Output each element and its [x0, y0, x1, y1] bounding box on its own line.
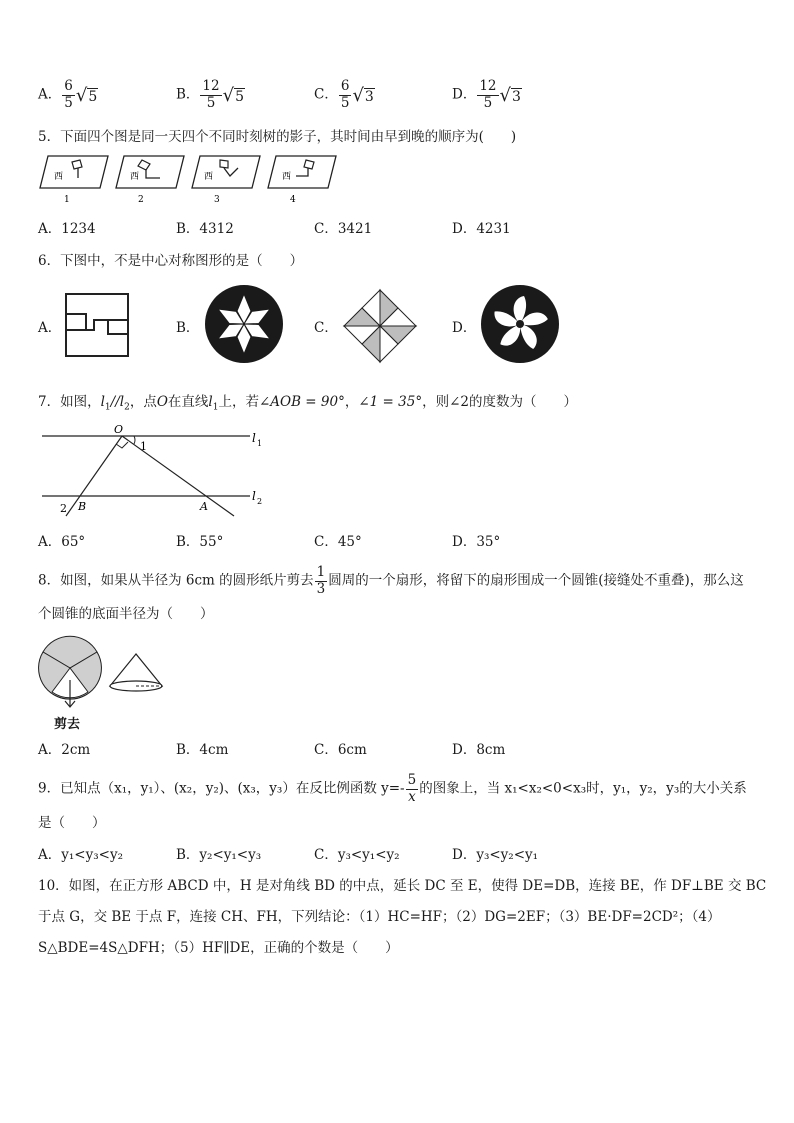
q7-figure: [38, 422, 278, 522]
q9-stem-b: 的图象上，当 x₁<x₂<0<x₃时，y₁，y₂，y₃的大小关系: [419, 780, 747, 797]
q9-stem-a: 9．已知点（x₁，y₁）、(x₂，y₂)、(x₃，y₃）在反比例函数 y=-: [38, 780, 405, 797]
radicand: 3: [512, 88, 521, 105]
q8-stem-a: 8．如图，如果从半径为 6cm 的圆形纸片剪去: [38, 572, 314, 589]
west-label: 西: [54, 172, 64, 182]
label-b: B: [78, 500, 87, 513]
q9-option-c: C．y₃<y₁<y₂: [314, 847, 400, 863]
q7-stem-c: 在直线: [167, 394, 209, 410]
west-label: 西: [130, 172, 140, 182]
q7-stem-a: 7．如图，: [38, 394, 101, 410]
fig-label-4: 4: [290, 195, 296, 205]
label-o: O: [114, 423, 124, 436]
q9-option-b: B．y₂<y₁<y₃: [176, 847, 262, 863]
q5-option-d: D．4231: [452, 221, 511, 237]
q6-figure-a: [64, 292, 130, 358]
radicand: 3: [364, 88, 374, 105]
q8-option-c: C．6cm: [314, 742, 367, 758]
fig-label-3: 3: [214, 195, 220, 205]
frac-num: 12: [202, 78, 220, 94]
q5-option-b: B．4312: [176, 221, 234, 237]
q7-option-a: A．65°: [38, 534, 86, 550]
option-label: B．: [176, 86, 200, 103]
fig-label-1: 1: [64, 195, 70, 205]
q7-option-c: C．45°: [314, 534, 362, 550]
label-l1: l: [252, 431, 256, 445]
frac-den: 5: [206, 94, 216, 111]
shadow-figure-4: [268, 156, 336, 205]
q10-line2: 于点 G，交 BE 于点 F，连接 CH、FH，下列结论：（1）HC=HF；（2）DG=2EF；（3）BE·DF=2CD²；（4）: [38, 909, 721, 925]
shadow-figure-1: [40, 156, 108, 205]
q10-line1: 10．如图，在正方形 ABCD 中，H 是对角线 BD 的中点，延长 DC 至 E，使得 DE=DB，连接 BE，作 DF⊥BE 交 BC: [38, 878, 767, 894]
q8-stem-line1: [38, 566, 744, 596]
angle-aob: ∠AOB = 90°: [258, 394, 345, 410]
label-1: 1: [140, 440, 147, 453]
frac-den: 5: [483, 94, 493, 111]
q4-option-b: B． $\frac{12}{5}$ √5: [176, 78, 245, 111]
q5-shadow-figures: [38, 154, 338, 206]
q4-option-d: D． $\frac{12}{5}$ √3: [452, 78, 521, 111]
q5-stem: 5．下面四个图是同一天四个不同时刻树的影子，其时间由早到晚的顺序为( ): [38, 129, 517, 145]
fig-label-2: 2: [138, 195, 144, 205]
parallel-sign: //: [110, 394, 120, 410]
q6-figure-d: [480, 284, 560, 364]
west-label: 西: [204, 172, 214, 182]
q8-stem-b: 圆周的一个扇形，将留下的扇形围成一个圆锥(接缝处不重叠)，那么这: [328, 572, 744, 589]
label-l2-sub: 2: [257, 497, 263, 506]
option-label: A．: [38, 86, 62, 103]
radicand: 5: [88, 88, 98, 105]
q5-option-a: A．1234: [38, 221, 96, 237]
q10-line3: S△BDE=4S△DFH；（5）HF∥DE，正确的个数是（ ）: [38, 940, 399, 956]
west-label: 西: [282, 172, 292, 182]
q9-option-d: D．y₃<y₂<y₁: [452, 847, 539, 863]
q9-stem-line2: 是（ ）: [38, 815, 106, 831]
q7-stem: 7．如图，$l_1//l_2$，点O在直线$l_1$上，若∠AOB = 90°，∠1 = 35°，则∠2的度数为（ ）: [38, 394, 577, 413]
q8-option-d: D．8cm: [452, 742, 506, 758]
l1-sub-inline: 1: [212, 402, 219, 413]
option-label: D．: [452, 86, 477, 103]
point-o: O: [156, 394, 168, 410]
q6-figure-c: [342, 288, 418, 364]
l1-inline: l: [208, 394, 213, 410]
radicand: 5: [235, 88, 245, 105]
label-l1-sub: 1: [257, 439, 263, 448]
label-l2: l: [252, 489, 256, 503]
q7-stem-e: ，则∠2的度数为（ ）: [422, 394, 577, 410]
q8-frac-den: 3: [316, 580, 326, 597]
angle-1: ∠1 = 35°: [358, 394, 423, 410]
shadow-figure-2: [116, 156, 184, 205]
frac-den: 5: [64, 94, 73, 111]
l1: l: [100, 394, 105, 410]
q8-stem-line2: 个圆锥的底面半径为（ ）: [38, 606, 214, 622]
q7-stem-b: ，点: [129, 394, 157, 410]
q4-option-a: A． $\frac{6}{5}$ √5: [38, 78, 98, 111]
q6-label-a: A．: [38, 320, 62, 336]
label-a: A: [200, 500, 208, 513]
q6-label-c: C．: [314, 320, 338, 336]
q8-option-b: B．4cm: [176, 742, 229, 758]
frac-num: 12: [479, 78, 497, 94]
q9-frac-num: 5: [407, 772, 417, 788]
q9-option-a: A．y₁<y₃<y₂: [38, 847, 123, 863]
q6-label-b: B．: [176, 320, 200, 336]
label-2: 2: [60, 502, 67, 515]
q7-option-b: B．55°: [176, 534, 224, 550]
q7-stem-d: 上，若: [218, 394, 259, 410]
cut-label: 剪去: [54, 717, 81, 732]
option-label: C．: [314, 86, 338, 103]
q8-frac-num: 1: [316, 564, 326, 580]
l2-sub: 2: [124, 402, 130, 413]
q9-stem-line1: [38, 774, 747, 804]
q4-option-c: C． $\frac{6}{5}$ √3: [314, 78, 374, 111]
l2: l: [119, 394, 125, 410]
q5-option-c: C．3421: [314, 221, 373, 237]
q6-label-d: D．: [452, 320, 477, 336]
frac-num: 6: [340, 78, 350, 94]
q9-frac-den: x: [408, 788, 416, 805]
q6-stem: 6．下图中，不是中心对称图形的是（ ）: [38, 253, 304, 269]
q6-figure-b: [204, 284, 284, 364]
l1-sub: 1: [104, 402, 111, 413]
frac-num: 6: [64, 78, 73, 94]
q8-option-a: A．2cm: [38, 742, 91, 758]
q7-option-d: D．35°: [452, 534, 501, 550]
shadow-figure-3: [192, 156, 260, 205]
frac-den: 5: [340, 94, 350, 111]
